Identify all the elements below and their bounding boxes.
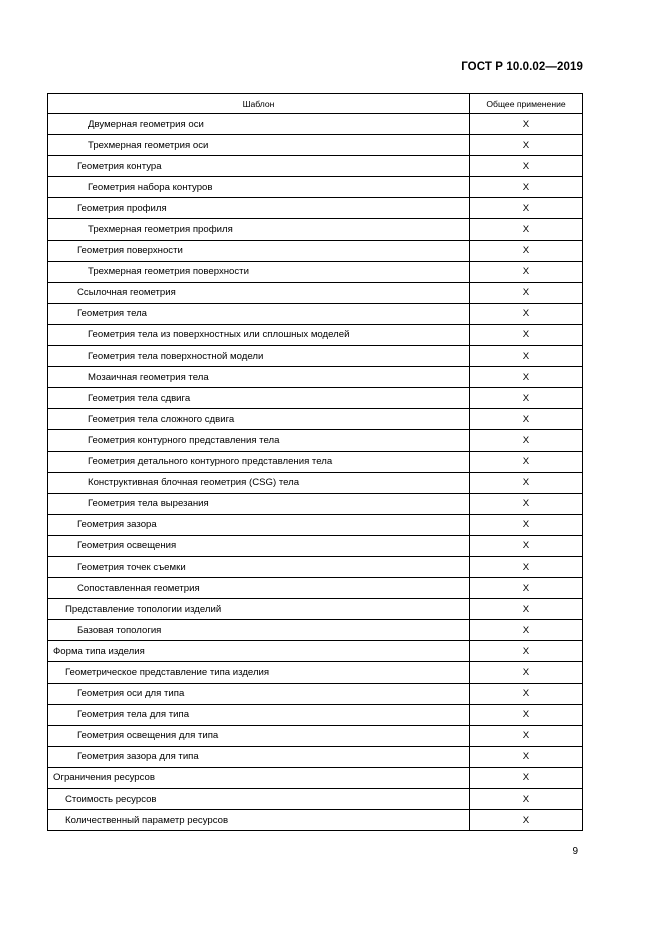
standard-code: ГОСТ Р 10.0.02—2019 bbox=[461, 61, 583, 73]
general-use-mark-cell: X bbox=[470, 282, 583, 303]
table-row bbox=[48, 514, 583, 535]
template-table bbox=[47, 93, 583, 831]
template-name-cell: Геометрия контура bbox=[48, 156, 470, 177]
general-use-mark-cell: X bbox=[470, 535, 583, 556]
general-use-mark-cell: X bbox=[470, 704, 583, 725]
table-row bbox=[48, 620, 583, 641]
template-name-cell: Геометрия тела из поверхностных или сплошных моделей bbox=[48, 324, 470, 345]
general-use-mark-cell: X bbox=[470, 388, 583, 409]
table-row bbox=[48, 556, 583, 577]
table-row bbox=[48, 472, 583, 493]
table-row bbox=[48, 346, 583, 367]
column-header-template: Шаблон bbox=[48, 94, 470, 114]
template-name-cell: Сопоставленная геометрия bbox=[48, 578, 470, 599]
general-use-mark-cell: X bbox=[470, 240, 583, 261]
table-row bbox=[48, 114, 583, 135]
table-row bbox=[48, 493, 583, 514]
column-header-general-use: Общее применение bbox=[470, 94, 583, 114]
table-row bbox=[48, 388, 583, 409]
template-name-cell: Двумерная геометрия оси bbox=[48, 114, 470, 135]
template-name-cell: Трехмерная геометрия поверхности bbox=[48, 261, 470, 282]
table-row bbox=[48, 409, 583, 430]
template-name-cell: Геометрия зазора для типа bbox=[48, 746, 470, 767]
template-name-cell: Геометрия профиля bbox=[48, 198, 470, 219]
table-row bbox=[48, 767, 583, 788]
table-row bbox=[48, 578, 583, 599]
table-row bbox=[48, 261, 583, 282]
template-name-cell: Геометрия поверхности bbox=[48, 240, 470, 261]
general-use-mark-cell: X bbox=[470, 620, 583, 641]
table-row bbox=[48, 662, 583, 683]
general-use-mark-cell: X bbox=[470, 114, 583, 135]
table-row bbox=[48, 746, 583, 767]
general-use-mark-cell: X bbox=[470, 746, 583, 767]
table-row bbox=[48, 177, 583, 198]
template-name-cell: Трехмерная геометрия оси bbox=[48, 135, 470, 156]
table-row bbox=[48, 599, 583, 620]
general-use-mark-cell: X bbox=[470, 514, 583, 535]
template-name-cell: Ограничения ресурсов bbox=[48, 767, 470, 788]
general-use-mark-cell: X bbox=[470, 789, 583, 810]
template-name-cell: Геометрия тела вырезания bbox=[48, 493, 470, 514]
template-name-cell: Представление топологии изделий bbox=[48, 599, 470, 620]
table-row bbox=[48, 725, 583, 746]
template-name-cell: Геометрия детального контурного представления тела bbox=[48, 451, 470, 472]
template-name-cell: Геометрия тела сложного сдвига bbox=[48, 409, 470, 430]
table-header-row bbox=[48, 94, 583, 114]
general-use-mark-cell: X bbox=[470, 261, 583, 282]
general-use-mark-cell: X bbox=[470, 556, 583, 577]
page-number: 9 bbox=[572, 846, 578, 857]
general-use-mark-cell: X bbox=[470, 683, 583, 704]
template-name-cell: Геометрия зазора bbox=[48, 514, 470, 535]
table-row bbox=[48, 198, 583, 219]
table-row bbox=[48, 303, 583, 324]
table-row bbox=[48, 641, 583, 662]
general-use-mark-cell: X bbox=[470, 156, 583, 177]
template-name-cell: Геометрия контурного представления тела bbox=[48, 430, 470, 451]
template-name-cell: Форма типа изделия bbox=[48, 641, 470, 662]
table-row bbox=[48, 219, 583, 240]
general-use-mark-cell: X bbox=[470, 578, 583, 599]
general-use-mark-cell: X bbox=[470, 324, 583, 345]
general-use-mark-cell: X bbox=[470, 219, 583, 240]
general-use-mark-cell: X bbox=[470, 641, 583, 662]
template-name-cell: Геометрия точек съемки bbox=[48, 556, 470, 577]
template-name-cell: Геометрия тела для типа bbox=[48, 704, 470, 725]
table-row bbox=[48, 430, 583, 451]
general-use-mark-cell: X bbox=[470, 198, 583, 219]
general-use-mark-cell: X bbox=[470, 177, 583, 198]
table-row bbox=[48, 451, 583, 472]
table-row bbox=[48, 324, 583, 345]
general-use-mark-cell: X bbox=[470, 810, 583, 831]
general-use-mark-cell: X bbox=[470, 367, 583, 388]
template-name-cell: Геометрия освещения для типа bbox=[48, 725, 470, 746]
template-name-cell: Мозаичная геометрия тела bbox=[48, 367, 470, 388]
general-use-mark-cell: X bbox=[470, 662, 583, 683]
template-name-cell: Базовая топология bbox=[48, 620, 470, 641]
template-name-cell: Геометрия освещения bbox=[48, 535, 470, 556]
table-row bbox=[48, 683, 583, 704]
general-use-mark-cell: X bbox=[470, 135, 583, 156]
table-body bbox=[48, 114, 583, 831]
general-use-mark-cell: X bbox=[470, 599, 583, 620]
template-name-cell: Геометрия набора контуров bbox=[48, 177, 470, 198]
table-row bbox=[48, 135, 583, 156]
general-use-mark-cell: X bbox=[470, 430, 583, 451]
table-row bbox=[48, 367, 583, 388]
general-use-mark-cell: X bbox=[470, 451, 583, 472]
table-row bbox=[48, 704, 583, 725]
table-row bbox=[48, 810, 583, 831]
general-use-mark-cell: X bbox=[470, 409, 583, 430]
table-row bbox=[48, 240, 583, 261]
template-name-cell: Трехмерная геометрия профиля bbox=[48, 219, 470, 240]
table-row bbox=[48, 156, 583, 177]
general-use-mark-cell: X bbox=[470, 493, 583, 514]
template-name-cell: Конструктивная блочная геометрия (CSG) тела bbox=[48, 472, 470, 493]
general-use-mark-cell: X bbox=[470, 303, 583, 324]
template-name-cell: Геометрия тела bbox=[48, 303, 470, 324]
template-name-cell: Стоимость ресурсов bbox=[48, 789, 470, 810]
template-name-cell: Количественный параметр ресурсов bbox=[48, 810, 470, 831]
general-use-mark-cell: X bbox=[470, 725, 583, 746]
template-name-cell: Геометрическое представление типа изделия bbox=[48, 662, 470, 683]
general-use-mark-cell: X bbox=[470, 472, 583, 493]
table-row bbox=[48, 282, 583, 303]
template-name-cell: Геометрия тела поверхностной модели bbox=[48, 346, 470, 367]
template-name-cell: Ссылочная геометрия bbox=[48, 282, 470, 303]
general-use-mark-cell: X bbox=[470, 346, 583, 367]
general-use-mark-cell: X bbox=[470, 767, 583, 788]
template-name-cell: Геометрия оси для типа bbox=[48, 683, 470, 704]
table-row bbox=[48, 789, 583, 810]
template-name-cell: Геометрия тела сдвига bbox=[48, 388, 470, 409]
table-row bbox=[48, 535, 583, 556]
